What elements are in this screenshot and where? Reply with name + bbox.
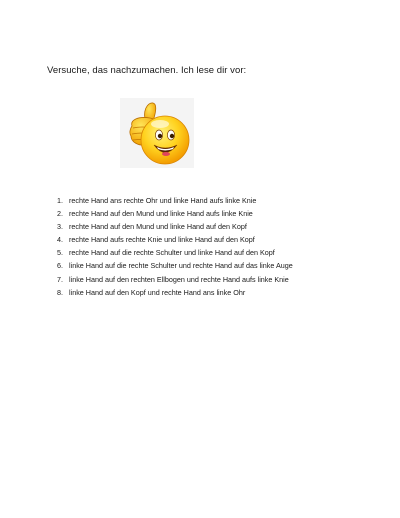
list-item: 5. rechte Hand auf die rechte Schulter und linke Hand auf den Kopf bbox=[57, 246, 293, 259]
instruction-text: linke Hand auf den rechten Ellbogen und rechte Hand aufs linke Knie bbox=[69, 274, 289, 284]
intro-text: Versuche, das nachzumachen. Ich lese dir vor: bbox=[47, 65, 247, 76]
list-item: 8. linke Hand auf den Kopf und rechte Hand ans linke Ohr bbox=[57, 286, 293, 299]
instruction-text: rechte Hand auf die rechte Schulter und linke Hand auf den Kopf bbox=[69, 248, 275, 258]
list-item: 7. linke Hand auf den rechten Ellbogen und rechte Hand aufs linke Knie bbox=[57, 273, 293, 286]
instruction-text: rechte Hand aufs rechte Knie und linke Hand auf den Kopf bbox=[69, 235, 255, 245]
instruction-text: linke Hand auf den Kopf und rechte Hand ans linke Ohr bbox=[69, 287, 246, 297]
thumbs-up-smiley-icon bbox=[120, 98, 194, 168]
instruction-text: rechte Hand ans rechte Ohr und linke Hand aufs linke Knie bbox=[69, 196, 257, 205]
list-item: 2. rechte Hand auf den Mund und linke Hand aufs linke Knie bbox=[57, 207, 293, 220]
list-item: 3. rechte Hand auf den Mund und linke Hand auf den Kopf bbox=[57, 220, 293, 233]
list-item: 6. linke Hand auf die rechte Schulter und rechte Hand auf das linke Auge bbox=[57, 259, 293, 272]
instruction-text: linke Hand auf die rechte Schulter und rechte Hand auf das linke Auge bbox=[69, 261, 293, 271]
list-item: 4. rechte Hand aufs rechte Knie und linke Hand auf den Kopf bbox=[57, 233, 293, 246]
instruction-text: rechte Hand auf den Mund und linke Hand aufs linke Knie bbox=[69, 209, 253, 219]
list-item: 1. rechte Hand ans rechte Ohr und linke Hand aufs linke Knie bbox=[57, 194, 293, 207]
instruction-list bbox=[57, 194, 293, 299]
instruction-text: rechte Hand auf den Mund und linke Hand auf den Kopf bbox=[69, 222, 247, 232]
